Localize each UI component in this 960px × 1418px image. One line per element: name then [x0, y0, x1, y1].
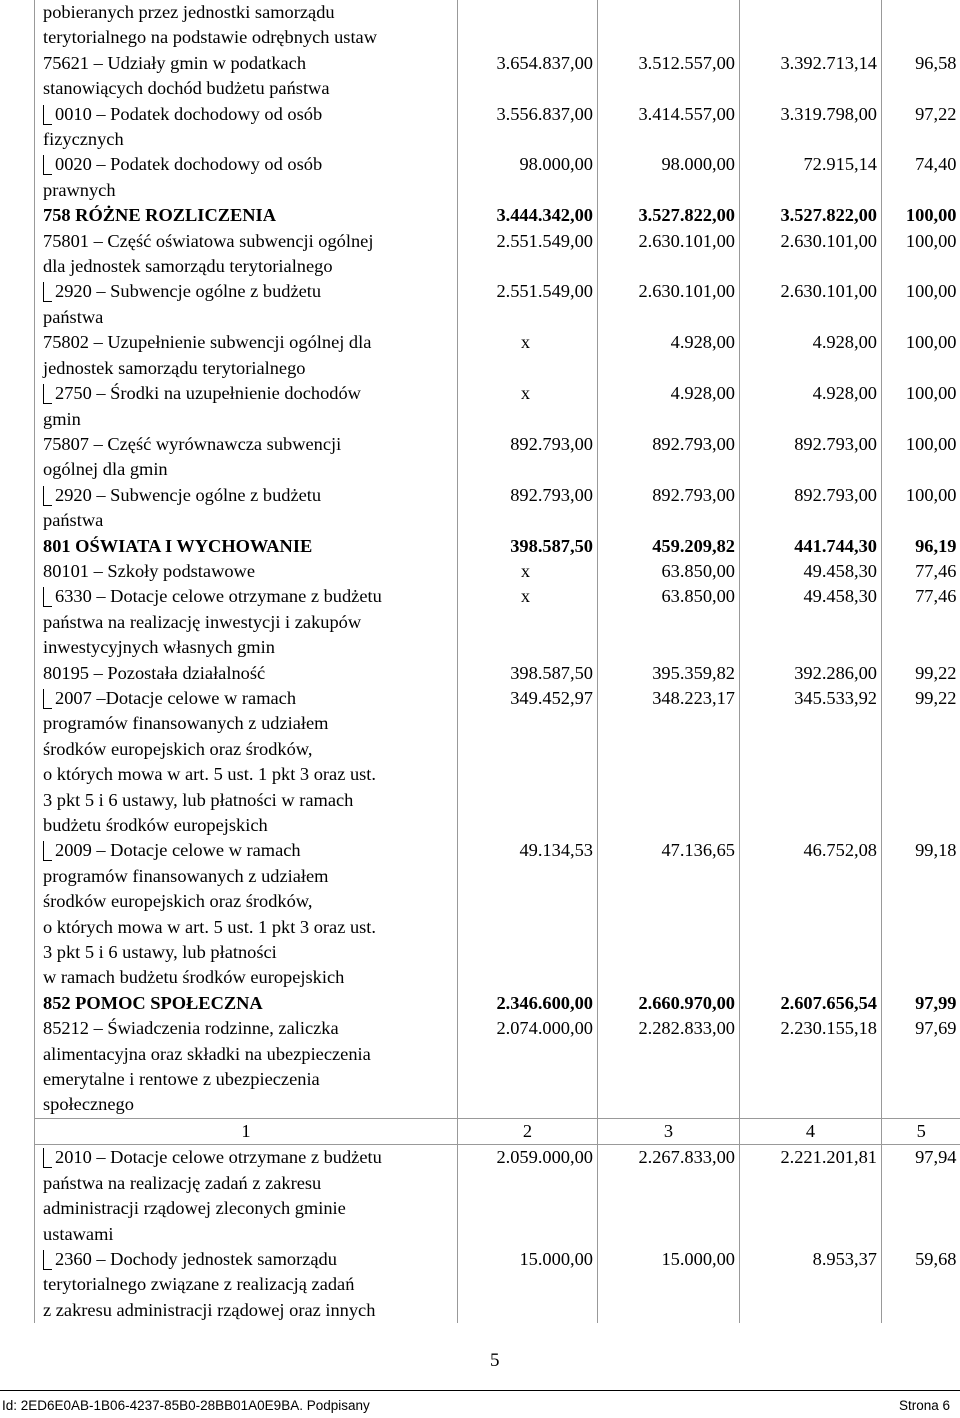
cell-text: 2.607.656,54: [780, 993, 877, 1013]
executed-value: [740, 559, 882, 584]
cell-text: 96,58: [915, 53, 956, 73]
executed-value: [740, 381, 882, 432]
cell-text: 49.134,53: [519, 840, 593, 860]
row-description: [35, 279, 458, 330]
description-line: państwa: [43, 305, 453, 330]
cell-text: 3.444.342,00: [496, 205, 593, 225]
updated-plan-value: [598, 229, 740, 280]
percent-value: [882, 381, 960, 432]
cell-text: 892.793,00: [510, 434, 593, 454]
description-line: państwa na realizację inwestycji i zakupów: [43, 610, 453, 635]
executed-value: [740, 229, 882, 280]
executed-value: [740, 584, 882, 660]
description-line: 801 OŚWIATA I WYCHOWANIE: [43, 534, 453, 559]
percent-value: [882, 1145, 960, 1247]
description-line: 2750 – Środki na uzupełnienie dochodów: [43, 381, 453, 406]
cell-text: 345.533,92: [794, 688, 877, 708]
plan-value: [458, 0, 598, 102]
description-line: fizycznych: [43, 127, 453, 152]
cell-text: 3.392.713,14: [780, 53, 877, 73]
row-description: [35, 559, 458, 584]
cell-text: 72.915,14: [803, 154, 877, 174]
spacer-line: [740, 0, 877, 25]
table-row: [35, 432, 960, 483]
cell-text: 3.654.837,00: [496, 53, 593, 73]
table-row: [35, 381, 960, 432]
cell-text: 4.928,00: [813, 383, 877, 403]
cell-text: 100,00: [906, 332, 957, 352]
cell-text: 2.074.000,00: [496, 1018, 593, 1038]
cell-text: 100,00: [906, 485, 957, 505]
cell-text: 49.458,30: [803, 586, 877, 606]
percent-value: [882, 0, 960, 102]
row-description: [35, 483, 458, 534]
updated-plan-value: [598, 1247, 740, 1323]
description-line: 3 pkt 5 i 6 ustawy, lub płatności: [43, 940, 453, 965]
description-line: państwa: [43, 508, 453, 533]
description-line: 75801 – Część oświatowa subwencji ogólnej: [43, 229, 453, 254]
percent-value: [882, 152, 960, 203]
plan-value: [458, 584, 598, 660]
cell-text: 2.551.549,00: [496, 231, 593, 251]
cell-text: 2.282.833,00: [638, 1018, 735, 1038]
description-line: ustawami: [43, 1222, 453, 1247]
description-line: z zakresu administracji rządowej oraz innych: [43, 1298, 453, 1323]
cell-text: 15.000,00: [661, 1249, 735, 1269]
updated-plan-value: [598, 279, 740, 330]
row-description: [35, 0, 458, 102]
executed-value: [740, 991, 882, 1016]
plan-value: [458, 661, 598, 686]
cell-text: 892.793,00: [794, 434, 877, 454]
description-line: 75802 – Uzupełnienie subwencji ogólnej dla: [43, 330, 453, 355]
executed-value: [740, 534, 882, 559]
description-line: 2920 – Subwencje ogólne z budżetu: [43, 279, 453, 304]
row-description: [35, 432, 458, 483]
spacer-line: [458, 25, 593, 50]
cell-text: 4.928,00: [813, 332, 877, 352]
cell-text: 63.850,00: [661, 561, 735, 581]
cell-text: 2.630.101,00: [638, 231, 735, 251]
cell-text: 97,22: [915, 104, 956, 124]
table-row: [35, 1145, 960, 1247]
cell-text: 349.452,97: [510, 688, 593, 708]
description-line: 80101 – Szkoły podstawowe: [43, 559, 453, 584]
cell-text: x: [521, 383, 530, 403]
updated-plan-value: [598, 102, 740, 153]
cell-text: 100,00: [906, 205, 957, 225]
table-row: [35, 991, 960, 1016]
cell-text: 2.630.101,00: [780, 231, 877, 251]
cell-text: 2.059.000,00: [496, 1147, 593, 1167]
table-body-bottom: [35, 1145, 960, 1323]
description-line: programów finansowanych z udziałem: [43, 864, 453, 889]
updated-plan-value: [598, 838, 740, 990]
percent-value: [882, 559, 960, 584]
spacer-line: [740, 25, 877, 50]
cell-text: 15.000,00: [519, 1249, 593, 1269]
row-description: [35, 229, 458, 280]
percent-value: [882, 229, 960, 280]
description-line: jednostek samorządu terytorialnego: [43, 356, 453, 381]
plan-value: [458, 203, 598, 228]
cell-text: 97,69: [915, 1018, 956, 1038]
description-line: budżetu środków europejskich: [43, 813, 453, 838]
description-line: 85212 – Świadczenia rodzinne, zaliczka: [43, 1016, 453, 1041]
description-line: o których mowa w art. 5 ust. 1 pkt 3 oraz ust.: [43, 762, 453, 787]
updated-plan-value: [598, 559, 740, 584]
executed-value: [740, 330, 882, 381]
percent-value: [882, 102, 960, 153]
cell-text: 2.230.155,18: [780, 1018, 877, 1038]
cell-text: 77,46: [915, 586, 956, 606]
spacer-line: [882, 25, 957, 50]
row-description: [35, 661, 458, 686]
row-description: [35, 838, 458, 990]
plan-value: [458, 381, 598, 432]
description-line: środków europejskich oraz środków,: [43, 889, 453, 914]
plan-value: [458, 1247, 598, 1323]
cell-text: 8.953,37: [813, 1249, 877, 1269]
description-line: 852 POMOC SPOŁECZNA: [43, 991, 453, 1016]
cell-text: 100,00: [906, 383, 957, 403]
cell-text: 97,94: [915, 1147, 956, 1167]
row-description: [35, 102, 458, 153]
updated-plan-value: [598, 1145, 740, 1247]
updated-plan-value: [598, 1016, 740, 1118]
cell-text: x: [521, 586, 530, 606]
spacer-line: [598, 25, 735, 50]
row-description: [35, 330, 458, 381]
cell-text: 2.660.970,00: [638, 993, 735, 1013]
description-line: alimentacyjna oraz składki na ubezpieczenia: [43, 1042, 453, 1067]
description-line: inwestycyjnych własnych gmin: [43, 635, 453, 660]
plan-value: [458, 559, 598, 584]
table-row: [35, 483, 960, 534]
table-row: [35, 152, 960, 203]
updated-plan-value: [598, 534, 740, 559]
row-description: [35, 534, 458, 559]
column-number-1: 1: [35, 1118, 458, 1144]
description-line: 2010 – Dotacje celowe otrzymane z budżetu: [43, 1145, 453, 1170]
description-line: prawnych: [43, 178, 453, 203]
column-number-4: 4: [740, 1118, 882, 1144]
executed-value: [740, 432, 882, 483]
description-line: 758 RÓŻNE ROZLICZENIA: [43, 203, 453, 228]
cell-text: 99,18: [915, 840, 956, 860]
cell-text: 892.793,00: [794, 485, 877, 505]
updated-plan-value: [598, 381, 740, 432]
description-line: administracji rządowej zleconych gminie: [43, 1196, 453, 1221]
percent-value: [882, 483, 960, 534]
cell-text: x: [521, 561, 530, 581]
description-line: programów finansowanych z udziałem: [43, 711, 453, 736]
cell-text: 100,00: [906, 281, 957, 301]
updated-plan-value: [598, 0, 740, 102]
column-number-5: 5: [882, 1118, 960, 1144]
row-description: [35, 1016, 458, 1118]
description-line: terytorialnego na podstawie odrębnych ustaw: [43, 25, 453, 50]
cell-text: 395.359,82: [652, 663, 735, 683]
executed-value: [740, 203, 882, 228]
description-line: państwa na realizację zadań z zakresu: [43, 1171, 453, 1196]
cell-text: 892.793,00: [652, 485, 735, 505]
table-row: [35, 102, 960, 153]
description-line: w ramach budżetu środków europejskich: [43, 965, 453, 990]
percent-value: [882, 991, 960, 1016]
row-description: [35, 381, 458, 432]
row-description: [35, 1247, 458, 1323]
plan-value: [458, 991, 598, 1016]
table-row: [35, 203, 960, 228]
cell-text: 348.223,17: [652, 688, 735, 708]
description-line: 6330 – Dotacje celowe otrzymane z budżetu: [43, 584, 453, 609]
updated-plan-value: [598, 432, 740, 483]
column-number-header: [35, 1118, 960, 1144]
cell-text: 4.928,00: [671, 332, 735, 352]
description-line: stanowiących dochód budżetu państwa: [43, 76, 453, 101]
cell-text: 459.209,82: [652, 536, 735, 556]
executed-value: [740, 686, 882, 838]
cell-text: 46.752,08: [803, 840, 877, 860]
cell-text: 74,40: [915, 154, 956, 174]
description-line: pobieranych przez jednostki samorządu: [43, 0, 453, 25]
percent-value: [882, 1016, 960, 1118]
percent-value: [882, 686, 960, 838]
percent-value: [882, 330, 960, 381]
description-line: dla jednostek samorządu terytorialnego: [43, 254, 453, 279]
updated-plan-value: [598, 203, 740, 228]
description-line: 2920 – Subwencje ogólne z budżetu: [43, 483, 453, 508]
percent-value: [882, 584, 960, 660]
cell-text: 49.458,30: [803, 561, 877, 581]
updated-plan-value: [598, 584, 740, 660]
cell-text: 3.527.822,00: [638, 205, 735, 225]
percent-value: [882, 203, 960, 228]
updated-plan-value: [598, 661, 740, 686]
cell-text: 99,22: [915, 688, 956, 708]
plan-value: [458, 279, 598, 330]
cell-text: 441.744,30: [794, 536, 877, 556]
executed-value: [740, 102, 882, 153]
cell-text: 892.793,00: [510, 485, 593, 505]
footer: [0, 1390, 960, 1418]
plan-value: [458, 330, 598, 381]
executed-value: [740, 1247, 882, 1323]
budget-table: [34, 0, 960, 1323]
cell-text: 47.136,65: [661, 840, 735, 860]
table-row: [35, 661, 960, 686]
cell-text: 59,68: [915, 1249, 956, 1269]
cell-text: 97,99: [915, 993, 956, 1013]
spacer-line: [458, 0, 593, 25]
footer-document-id: Id: 2ED6E0AB-1B06-4237-85B0-28BB01A0E9BA. Podpisany: [2, 1398, 370, 1413]
column-number-row: [35, 1118, 960, 1144]
description-line: 2360 – Dochody jednostek samorządu: [43, 1247, 453, 1272]
cell-text: 2.551.549,00: [496, 281, 593, 301]
cell-text: 100,00: [906, 434, 957, 454]
row-description: [35, 152, 458, 203]
plan-value: [458, 686, 598, 838]
cell-text: 3.512.557,00: [638, 53, 735, 73]
updated-plan-value: [598, 483, 740, 534]
table-row: [35, 0, 960, 102]
description-line: 3 pkt 5 i 6 ustawy, lub płatności w ramach: [43, 788, 453, 813]
cell-text: 98.000,00: [661, 154, 735, 174]
updated-plan-value: [598, 686, 740, 838]
cell-text: 2.630.101,00: [638, 281, 735, 301]
row-description: [35, 991, 458, 1016]
table-row: [35, 534, 960, 559]
cell-text: 392.286,00: [794, 663, 877, 683]
row-description: [35, 584, 458, 660]
percent-value: [882, 661, 960, 686]
description-line: gmin: [43, 407, 453, 432]
table-row: [35, 330, 960, 381]
table-row: [35, 279, 960, 330]
plan-value: [458, 432, 598, 483]
cell-text: 3.556.837,00: [496, 104, 593, 124]
column-number-3: 3: [598, 1118, 740, 1144]
table-row: [35, 838, 960, 990]
table-row: [35, 559, 960, 584]
plan-value: [458, 1016, 598, 1118]
table-row: [35, 229, 960, 280]
percent-value: [882, 279, 960, 330]
description-line: terytorialnego związane z realizacją zadań: [43, 1272, 453, 1297]
plan-value: [458, 102, 598, 153]
row-description: [35, 686, 458, 838]
cell-text: 2.221.201,81: [780, 1147, 877, 1167]
executed-value: [740, 152, 882, 203]
executed-value: [740, 838, 882, 990]
table-row: [35, 1247, 960, 1323]
spacer-line: [598, 0, 735, 25]
description-line: społecznego: [43, 1092, 453, 1117]
description-line: ogólnej dla gmin: [43, 457, 453, 482]
updated-plan-value: [598, 152, 740, 203]
cell-text: 99,22: [915, 663, 956, 683]
plan-value: [458, 838, 598, 990]
executed-value: [740, 1016, 882, 1118]
percent-value: [882, 534, 960, 559]
table-body-top: [35, 0, 960, 1118]
cell-text: 100,00: [906, 231, 957, 251]
description-line: 2007 –Dotacje celowe w ramach: [43, 686, 453, 711]
executed-value: [740, 0, 882, 102]
page-number: 5: [490, 1350, 500, 1372]
plan-value: [458, 483, 598, 534]
executed-value: [740, 279, 882, 330]
cell-text: 2.267.833,00: [638, 1147, 735, 1167]
plan-value: [458, 152, 598, 203]
executed-value: [740, 1145, 882, 1247]
cell-text: 3.414.557,00: [638, 104, 735, 124]
cell-text: 3.319.798,00: [780, 104, 877, 124]
cell-text: 98.000,00: [519, 154, 593, 174]
plan-value: [458, 229, 598, 280]
cell-text: 398.587,50: [510, 536, 593, 556]
table-row: [35, 1016, 960, 1118]
executed-value: [740, 483, 882, 534]
description-line: 2009 – Dotacje celowe w ramach: [43, 838, 453, 863]
cell-text: 2.346.600,00: [496, 993, 593, 1013]
updated-plan-value: [598, 991, 740, 1016]
percent-value: [882, 1247, 960, 1323]
description-line: 80195 – Pozostała działalność: [43, 661, 453, 686]
cell-text: 77,46: [915, 561, 956, 581]
description-line: emerytalne i rentowe z ubezpieczenia: [43, 1067, 453, 1092]
cell-text: 892.793,00: [652, 434, 735, 454]
table-row: [35, 686, 960, 838]
column-number-2: 2: [458, 1118, 598, 1144]
row-description: [35, 1145, 458, 1247]
executed-value: [740, 661, 882, 686]
table-row: [35, 584, 960, 660]
description-line: 0010 – Podatek dochodowy od osób: [43, 102, 453, 127]
updated-plan-value: [598, 330, 740, 381]
description-line: 75621 – Udziały gmin w podatkach: [43, 51, 453, 76]
description-line: 0020 – Podatek dochodowy od osób: [43, 152, 453, 177]
spacer-line: [882, 0, 957, 25]
cell-text: 63.850,00: [661, 586, 735, 606]
cell-text: 3.527.822,00: [780, 205, 877, 225]
cell-text: 2.630.101,00: [780, 281, 877, 301]
percent-value: [882, 838, 960, 990]
cell-text: x: [521, 332, 530, 352]
percent-value: [882, 432, 960, 483]
description-line: 75807 – Część wyrównawcza subwencji: [43, 432, 453, 457]
plan-value: [458, 534, 598, 559]
cell-text: 96,19: [915, 536, 956, 556]
footer-page-label: Strona 6: [899, 1398, 950, 1413]
description-line: o których mowa w art. 5 ust. 1 pkt 3 oraz ust.: [43, 915, 453, 940]
cell-text: 398.587,50: [510, 663, 593, 683]
plan-value: [458, 1145, 598, 1247]
description-line: środków europejskich oraz środków,: [43, 737, 453, 762]
cell-text: 4.928,00: [671, 383, 735, 403]
row-description: [35, 203, 458, 228]
